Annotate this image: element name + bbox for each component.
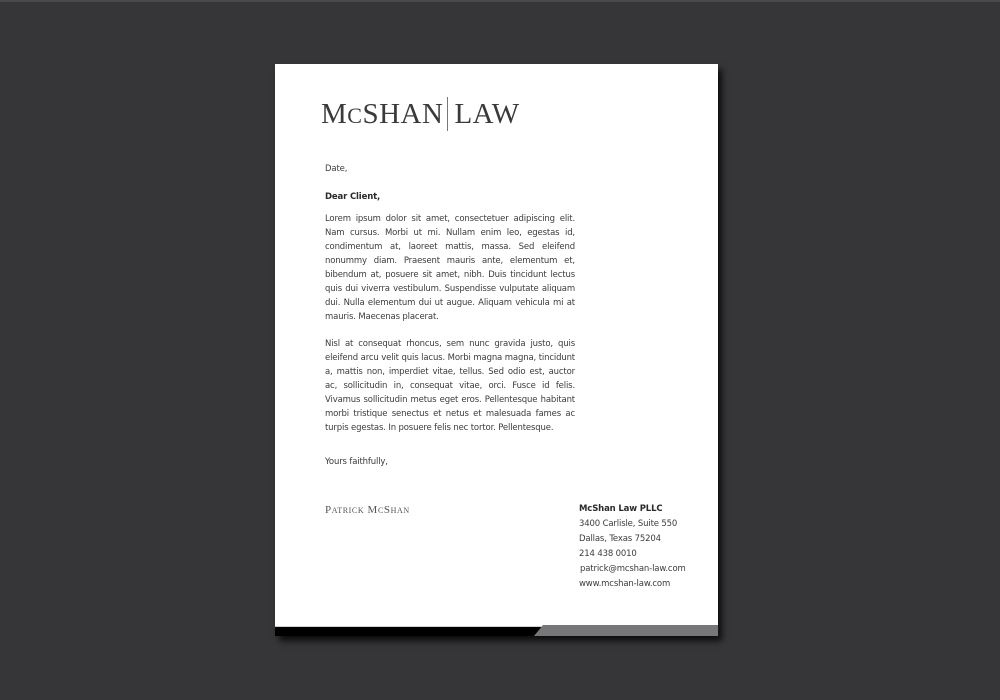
contact-block	[579, 502, 686, 592]
contact-email: patrick@mcshan-law.com	[580, 564, 686, 574]
contact-address-line-2: Dallas, Texas 75204	[579, 534, 661, 544]
logo-name: MCSHAN	[321, 97, 444, 130]
letterhead-page	[275, 64, 718, 636]
mcshan-law-logo	[321, 94, 520, 134]
footer-gray-band	[534, 625, 718, 636]
contact-address-line-1: 3400 Carlisle, Suite 550	[579, 519, 678, 529]
logo-divider	[447, 97, 448, 131]
letter-date: Date,	[325, 164, 348, 174]
letter-salutation: Dear Client,	[325, 192, 381, 202]
contact-firm-name: McShan Law PLLC	[579, 504, 663, 514]
contact-website: www.mcshan-law.com	[579, 579, 671, 589]
letter-closing: Yours faithfully,	[325, 457, 388, 467]
letter-paragraph-2: Nisl at consequat rhoncus, sem nunc gravida justo, quis eleifend arcu velit quis lacus. Morbi magna magna, tincidunt a, mattis non, imperdiet vitae, tellus. Sed odio est, auctor ac, sollicitudin in, consequat vitae, orci. Fusce id felis. Vivamus sollicitudin metus eget eros. Pellentesque habitant morbi tristique senectus et netus et malesuada fames ac turpis egestas. In posuere felis nec tortor. Pellentesque.	[325, 339, 575, 433]
contact-phone: 214 438 0010	[579, 549, 637, 559]
top-edge-line	[0, 0, 1000, 2]
footer-black-band	[275, 627, 545, 636]
letter-signature: Patrick McShan	[325, 504, 410, 516]
logo-law: LAW	[454, 97, 520, 130]
letter-paragraph-1: Lorem ipsum dolor sit amet, consectetuer adipiscing elit. Nam cursus. Morbi ut mi. Nullam enim leo, egestas id, condimentum at, laoreet mattis, massa. Sed eleifend nonummy diam. Praesent mauris ante, elementum et, bibendum at, posuere sit amet, nibh. Duis tincidunt lectus quis dui viverra vestibulum. Suspendisse vulputate aliquam dui. Nulla elementum dui ut augue. Aliquam vehicula mi at mauris. Maecenas placerat.	[325, 214, 575, 322]
